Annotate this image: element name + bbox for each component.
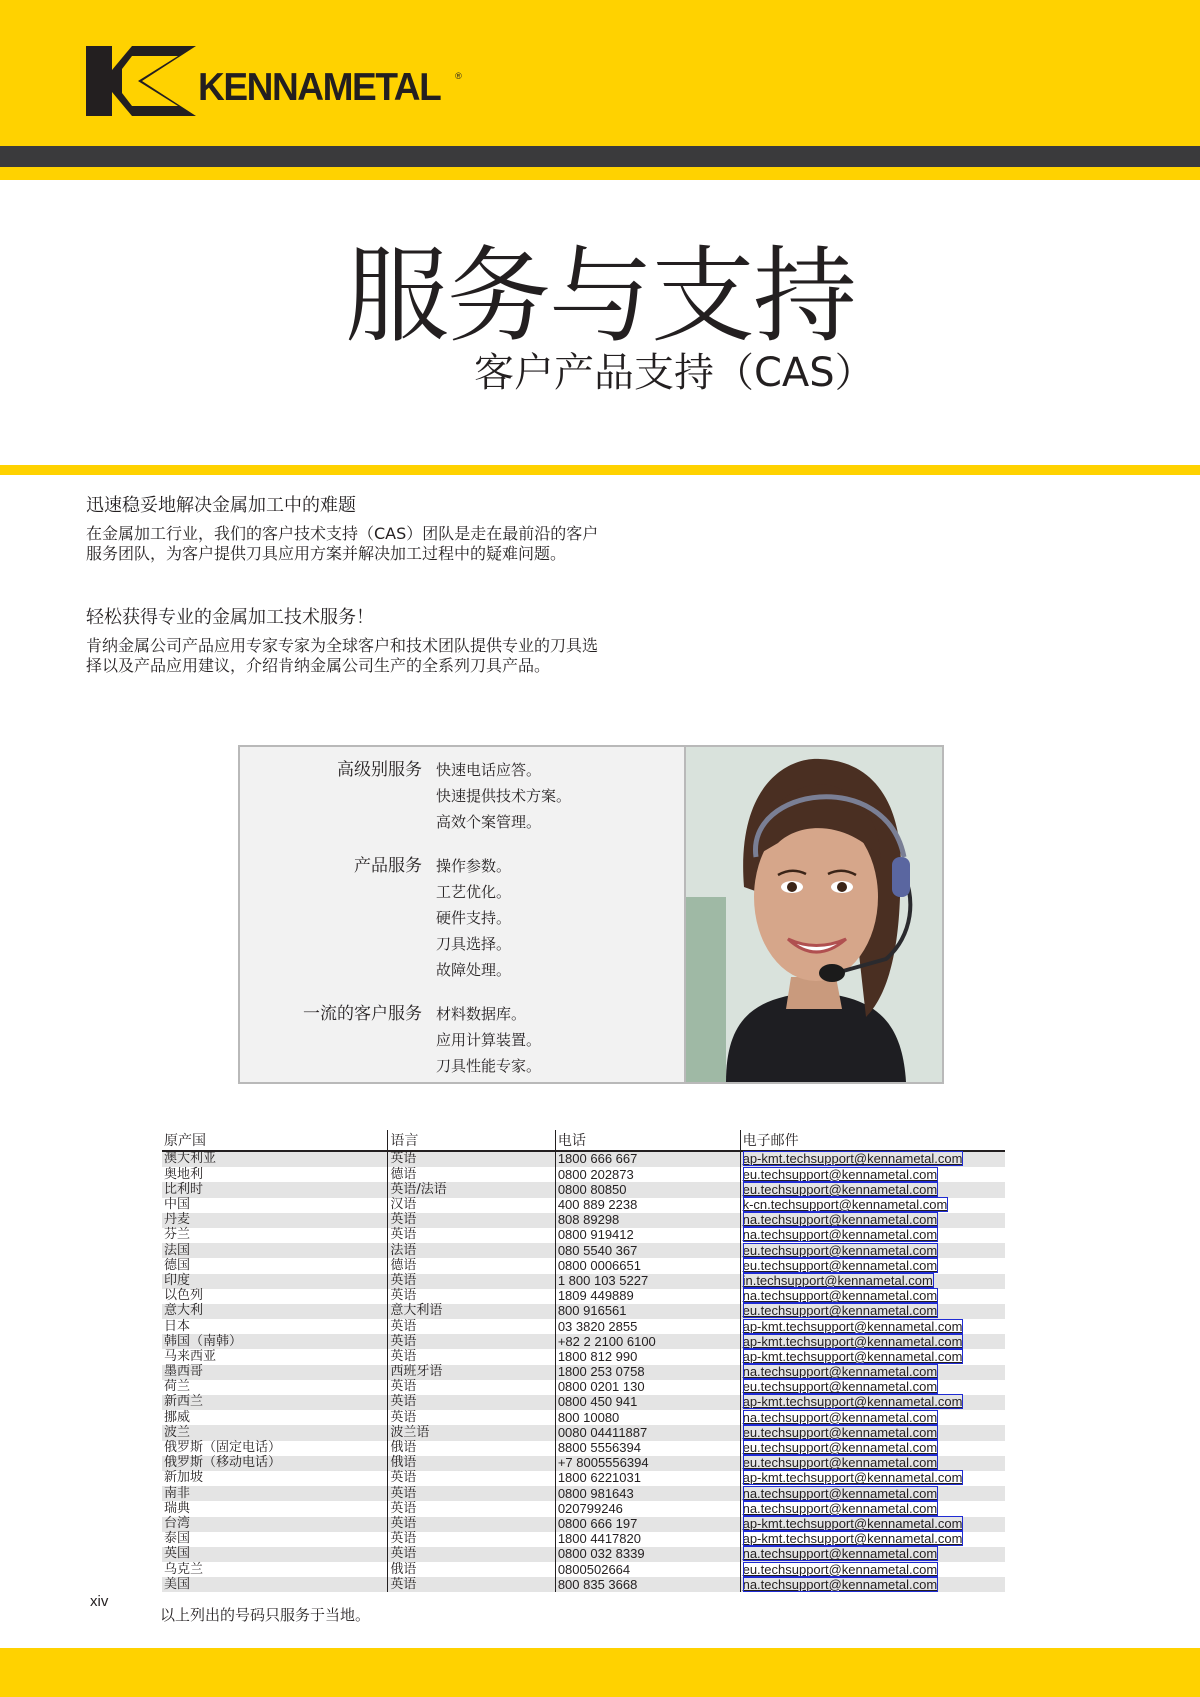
cell-language: 英语 [388, 1532, 555, 1547]
cell-language: 俄语 [388, 1562, 555, 1577]
cell-language: 英语 [388, 1151, 555, 1167]
intro-body-line: 服务团队，为客户提供刀具应用方案并解决加工过程中的疑难问题。 [86, 544, 567, 563]
table-row [162, 1562, 1005, 1577]
cell-phone: 8800 5556394 [555, 1441, 740, 1456]
cell-phone: 1809 449889 [555, 1289, 740, 1304]
intro-body-line: 择以及产品应用建议，介绍肯纳金属公司生产的全系列刀具产品。 [86, 656, 551, 675]
table-row [162, 1577, 1005, 1592]
cell-language: 英语 [388, 1501, 555, 1516]
cell-phone: 1800 4417820 [555, 1532, 740, 1547]
cell-language: 英语 [388, 1319, 555, 1334]
email-link[interactable]: na.techsupport@kennametal.com [742, 1576, 938, 1592]
cell-language: 汉语 [388, 1198, 555, 1213]
cell-phone: 020799246 [555, 1501, 740, 1516]
service-item: 快速提供技术方案。 [436, 787, 572, 805]
intro-body [86, 524, 706, 564]
cell-phone: 03 3820 2855 [555, 1319, 740, 1334]
cell-country: 挪威 [164, 1409, 191, 1425]
intro-heading: 轻松获得专业的金属加工技术服务！ [86, 607, 374, 628]
cell-country: 韩国（南韩） [162, 1334, 388, 1349]
footer-band [0, 1648, 1200, 1697]
intro-block-2 [86, 606, 706, 676]
table-row [162, 1274, 1005, 1289]
email-link[interactable]: eu.techsupport@kennametal.com [742, 1440, 938, 1456]
cell-country: 乌克兰 [164, 1561, 204, 1577]
email-link[interactable]: ap-kmt.techsupport@kennametal.com [742, 1470, 963, 1486]
table-row [162, 1319, 1005, 1334]
table-row [162, 1380, 1005, 1395]
cell-language: 西班牙语 [388, 1365, 555, 1380]
kennametal-k-mark-icon [86, 46, 196, 116]
cell-email [740, 1532, 1005, 1547]
cell-email [740, 1304, 1005, 1319]
cell-language: 英语 [388, 1395, 555, 1410]
cell-language: 英语 [388, 1577, 555, 1592]
service-items [436, 853, 511, 983]
cell-language: 英语 [388, 1517, 555, 1532]
intro-body [86, 636, 706, 676]
cell-country: 新加坡 [164, 1470, 204, 1486]
cell-language: 英语 [388, 1334, 555, 1349]
table-row [162, 1304, 1005, 1319]
cell-country: 新西兰 [162, 1395, 388, 1410]
table-row [162, 1213, 1005, 1228]
cell-email [740, 1151, 1005, 1167]
table-row [162, 1258, 1005, 1273]
cell-phone: 0800502664 [555, 1562, 740, 1577]
email-link[interactable]: na.techsupport@kennametal.com [742, 1364, 938, 1380]
email-link[interactable]: eu.techsupport@kennametal.com [742, 1379, 938, 1395]
cell-language: 俄语 [388, 1441, 555, 1456]
table-row [162, 1334, 1005, 1349]
service-label: 一流的客户服务 [303, 1004, 422, 1024]
cell-phone: 0800 80850 [555, 1182, 740, 1197]
cell-email [740, 1471, 1005, 1486]
cell-email [740, 1410, 1005, 1425]
table-row [162, 1198, 1005, 1213]
email-link[interactable]: na.techsupport@kennametal.com [742, 1212, 938, 1228]
table-row [162, 1243, 1005, 1258]
table-row [162, 1441, 1005, 1456]
cell-phone: 0800 0006651 [555, 1258, 740, 1273]
email-link[interactable]: eu.techsupport@kennametal.com [742, 1561, 938, 1577]
cell-phone: 0800 919412 [555, 1228, 740, 1243]
table-row [162, 1547, 1005, 1562]
email-link[interactable]: ap-kmt.techsupport@kennametal.com [742, 1515, 963, 1531]
cell-phone: 800 10080 [555, 1410, 740, 1425]
cell-country: 印度 [162, 1274, 388, 1289]
email-link[interactable]: ap-kmt.techsupport@kennametal.com [742, 1394, 963, 1410]
page-number: xiv [90, 1593, 109, 1610]
email-link[interactable]: ap-kmt.techsupport@kennametal.com [742, 1333, 963, 1349]
cell-phone: 0800 450 941 [555, 1395, 740, 1410]
cell-language: 英语 [388, 1289, 555, 1304]
cell-country: 法国 [162, 1243, 388, 1258]
cell-country: 俄罗斯（移动电话） [162, 1456, 388, 1471]
cell-email [740, 1213, 1005, 1228]
column-header-language: 语言 [388, 1130, 555, 1151]
cell-phone: 1800 666 667 [555, 1151, 740, 1167]
cell-country: 意大利 [162, 1304, 388, 1319]
table-row [162, 1425, 1005, 1440]
support-agent-photo [684, 747, 942, 1082]
cell-email [740, 1167, 1005, 1182]
service-item: 高效个案管理。 [436, 813, 542, 831]
service-item: 操作参数。 [436, 857, 512, 875]
table-row [162, 1486, 1005, 1501]
cell-email [740, 1319, 1005, 1334]
cell-country: 波兰 [162, 1425, 388, 1440]
email-link[interactable]: ap-kmt.techsupport@kennametal.com [742, 1318, 963, 1334]
cell-language: 英语 [388, 1274, 555, 1289]
email-link[interactable]: eu.techsupport@kennametal.com [742, 1455, 938, 1471]
cell-email [740, 1577, 1005, 1592]
email-link[interactable]: na.techsupport@kennametal.com [742, 1288, 938, 1304]
table-row [162, 1228, 1005, 1243]
cell-country: 泰国 [164, 1531, 191, 1547]
table-row [162, 1395, 1005, 1410]
cell-phone: +7 8005556394 [555, 1456, 740, 1471]
cell-phone: 0800 666 197 [555, 1517, 740, 1532]
cell-email [740, 1441, 1005, 1456]
cell-country: 日本 [164, 1318, 191, 1334]
header-dark-stripe [0, 146, 1200, 167]
cell-email [740, 1380, 1005, 1395]
cell-email [740, 1228, 1005, 1243]
service-item: 硬件支持。 [436, 909, 512, 927]
cell-country: 丹麦 [162, 1213, 388, 1228]
table-row [162, 1182, 1005, 1197]
table-row [162, 1289, 1005, 1304]
column-header-phone: 电话 [555, 1130, 740, 1151]
email-link[interactable]: in.techsupport@kennametal.com [742, 1272, 933, 1288]
email-link[interactable]: na.techsupport@kennametal.com [742, 1227, 938, 1243]
page-title: 服务与支持 [344, 235, 855, 357]
cell-email [740, 1425, 1005, 1440]
email-link[interactable]: eu.techsupport@kennametal.com [742, 1166, 938, 1182]
contact-table [162, 1130, 1005, 1592]
cell-country: 以色列 [164, 1288, 204, 1304]
cell-country: 德国 [164, 1257, 191, 1273]
cell-language: 意大利语 [388, 1304, 555, 1319]
footnote: 以上列出的号码只服务于当地。 [160, 1606, 371, 1624]
table-row [162, 1167, 1005, 1182]
email-link[interactable]: eu.techsupport@kennametal.com [742, 1424, 938, 1440]
cell-email [740, 1243, 1005, 1258]
cell-language: 英语 [388, 1471, 555, 1486]
cell-country: 中国 [164, 1197, 191, 1213]
cell-phone: 800 916561 [555, 1304, 740, 1319]
intro-heading: 迅速稳妥地解决金属加工中的难题 [86, 495, 356, 516]
cell-country: 马来西亚 [164, 1348, 217, 1364]
cell-phone: 400 889 2238 [555, 1198, 740, 1213]
email-link[interactable]: na.techsupport@kennametal.com [742, 1500, 938, 1516]
cell-language: 德语 [388, 1258, 555, 1273]
cell-phone: 1800 6221031 [555, 1471, 740, 1486]
kennametal-logo [86, 46, 462, 116]
column-header-country: 原产国 [162, 1130, 388, 1151]
cell-country: 澳大利亚 [162, 1151, 388, 1167]
service-item: 故障处理。 [436, 961, 512, 979]
table-row [162, 1410, 1005, 1425]
cell-email [740, 1486, 1005, 1501]
cell-country: 美国 [162, 1577, 388, 1592]
cell-country: 比利时 [162, 1182, 388, 1197]
cell-language: 英语 [388, 1380, 555, 1395]
intro-block-1 [86, 494, 706, 564]
cell-country: 奥地利 [164, 1166, 204, 1182]
cell-email [740, 1258, 1005, 1273]
email-link[interactable]: ap-kmt.techsupport@kennametal.com [742, 1531, 963, 1547]
cell-email [740, 1289, 1005, 1304]
email-link[interactable]: eu.techsupport@kennametal.com [742, 1257, 938, 1273]
cell-language: 英语 [388, 1228, 555, 1243]
column-header-email: 电子邮件 [740, 1130, 1005, 1151]
table-row [162, 1151, 1005, 1167]
cell-phone: 1800 812 990 [555, 1349, 740, 1364]
cell-country: 芬兰 [164, 1227, 191, 1243]
cell-email [740, 1562, 1005, 1577]
cell-email [740, 1501, 1005, 1516]
brand-wordmark: KENNAMETAL [198, 66, 441, 109]
email-link[interactable]: eu.techsupport@kennametal.com [742, 1303, 938, 1319]
cell-email [740, 1334, 1005, 1349]
email-link[interactable]: eu.techsupport@kennametal.com [742, 1181, 938, 1197]
table-row [162, 1471, 1005, 1486]
cell-phone: 808 89298 [555, 1213, 740, 1228]
service-item: 快速电话应答。 [436, 761, 542, 779]
service-item: 材料数据库。 [436, 1005, 527, 1023]
intro-body-line: 肯纳金属公司产品应用专家专家为全球客户和技术团队提供专业的刀具选 [86, 636, 599, 655]
cell-language: 英语 [388, 1349, 555, 1364]
cell-email [740, 1365, 1005, 1380]
cell-language: 德语 [388, 1167, 555, 1182]
cell-email [740, 1198, 1005, 1213]
cell-country: 英国 [162, 1547, 388, 1562]
cell-country: 墨西哥 [162, 1365, 388, 1380]
cell-country: 瑞典 [164, 1500, 191, 1516]
table-header-row [162, 1130, 1005, 1151]
table-row [162, 1365, 1005, 1380]
cell-phone: 800 835 3668 [555, 1577, 740, 1592]
cell-language: 法语 [388, 1243, 555, 1258]
cell-country: 荷兰 [164, 1379, 191, 1395]
email-link[interactable]: na.techsupport@kennametal.com [742, 1409, 938, 1425]
service-item: 刀具选择。 [436, 935, 512, 953]
cell-email [740, 1182, 1005, 1197]
table-row [162, 1349, 1005, 1364]
cell-country: 俄罗斯（固定电话） [164, 1440, 282, 1456]
service-label: 高级别服务 [337, 760, 422, 780]
service-item: 工艺优化。 [436, 883, 512, 901]
cell-email [740, 1517, 1005, 1532]
cell-phone: 0080 04411887 [555, 1425, 740, 1440]
cell-language: 英语 [388, 1213, 555, 1228]
email-link[interactable]: ap-kmt.techsupport@kennametal.com [742, 1151, 963, 1167]
cell-language: 俄语 [388, 1456, 555, 1471]
cell-language: 英语 [388, 1486, 555, 1501]
intro-body-line: 在金属加工行业，我们的客户技术支持（CAS）团队是走在最前沿的客户 [86, 524, 599, 543]
service-item: 应用计算装置。 [436, 1031, 542, 1049]
section-separator [0, 465, 1200, 475]
cell-language: 英语/法语 [388, 1182, 555, 1197]
table-row [162, 1517, 1005, 1532]
table-row [162, 1501, 1005, 1516]
page-subtitle: 客户产品支持（CAS） [474, 350, 875, 396]
cell-country: 南非 [162, 1486, 388, 1501]
cell-country: 台湾 [162, 1517, 388, 1532]
cell-email [740, 1547, 1005, 1562]
cell-email [740, 1274, 1005, 1289]
cell-email [740, 1456, 1005, 1471]
cell-phone: 080 5540 367 [555, 1243, 740, 1258]
service-label: 产品服务 [354, 856, 422, 876]
registered-mark: ® [455, 71, 462, 81]
service-items [436, 757, 571, 835]
cell-language: 波兰语 [388, 1425, 555, 1440]
cell-phone: 0800 0201 130 [555, 1380, 740, 1395]
cell-phone: +82 2 2100 6100 [555, 1334, 740, 1349]
cell-language: 英语 [388, 1547, 555, 1562]
cell-phone: 0800 032 8339 [555, 1547, 740, 1562]
email-link[interactable]: eu.techsupport@kennametal.com [742, 1242, 938, 1258]
cell-language: 英语 [388, 1410, 555, 1425]
email-link[interactable]: na.techsupport@kennametal.com [742, 1485, 938, 1501]
cell-phone: 0800 202873 [555, 1167, 740, 1182]
table-row [162, 1456, 1005, 1471]
cell-email [740, 1349, 1005, 1364]
cell-email [740, 1395, 1005, 1410]
table-row [162, 1532, 1005, 1547]
services-panel [238, 745, 944, 1084]
email-link[interactable]: k-cn.techsupport@kennametal.com [742, 1197, 948, 1213]
cell-phone: 0800 981643 [555, 1486, 740, 1501]
header-yellow-stripe [0, 167, 1200, 180]
cell-phone: 1 800 103 5227 [555, 1274, 740, 1289]
email-link[interactable]: na.techsupport@kennametal.com [742, 1546, 938, 1562]
email-link[interactable]: ap-kmt.techsupport@kennametal.com [742, 1348, 963, 1364]
cell-phone: 1800 253 0758 [555, 1365, 740, 1380]
service-item: 刀具性能专家。 [436, 1057, 542, 1075]
service-items [436, 1001, 541, 1079]
